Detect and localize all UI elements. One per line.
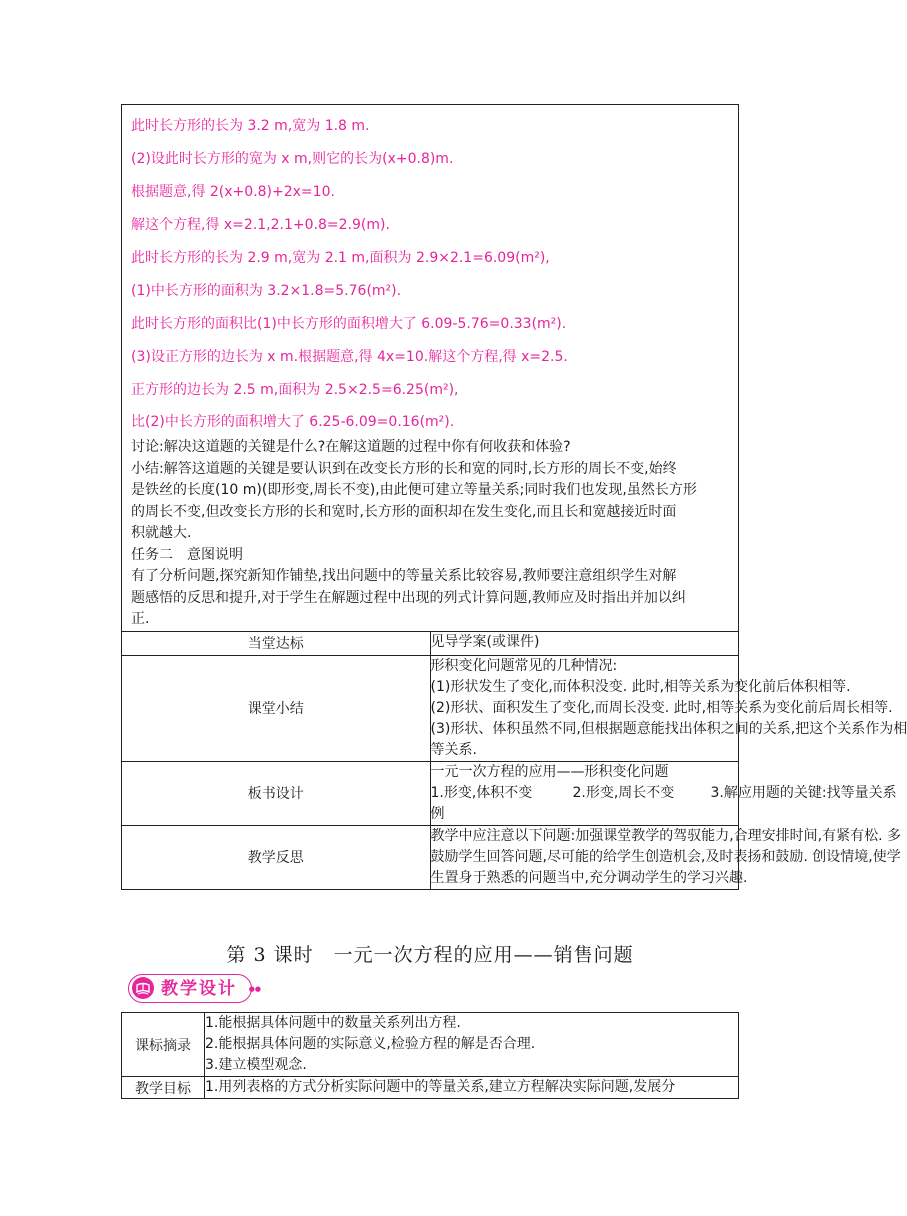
board-items	[430, 783, 897, 804]
row-content	[205, 1077, 739, 1099]
board-item: 3.解应用题的关键:找等量关系	[710, 784, 897, 801]
summary-line: 积就越大.	[131, 525, 192, 541]
lesson-table-1	[121, 104, 907, 890]
row-line: 教学中应注意以下问题:加强课堂教学的驾驭能力,合理安排时间,有紧有松. 多	[430, 827, 902, 844]
task2-line: 正.	[131, 611, 150, 627]
board-title: 一元一次方程的应用——形积变化问题	[430, 763, 669, 780]
row-line: 1.用列表格的方式分析实际问题中的等量关系,建立方程解决实际问题,发展分	[205, 1079, 676, 1095]
row-line: 见导学案(或课件)	[430, 633, 540, 650]
row-label: 板书设计	[122, 761, 431, 825]
row-content	[430, 825, 902, 889]
summary-line: 的周长不变,但改变长方形的长和宽时,长方形的面积却在发生变化,而且长和宽越接近时面	[131, 503, 677, 520]
board-item: 1.形变,体积不变	[430, 784, 533, 801]
row-label: 课标摘录	[122, 1013, 205, 1077]
solution-line: 解这个方程,得 x=2.1,2.1+0.8=2.9(m).	[131, 217, 390, 233]
discussion-text: 讨论:解决这道题的关键是什么?在解这道题的过程中你有何收获和体验?	[131, 439, 571, 455]
solution-line: 根据题意,得 2(x+0.8)+2x=10.	[131, 184, 335, 200]
solution-line: 此时长方形的面积比(1)中长方形的面积增大了 6.09-5.76=0.33(m²).	[131, 316, 567, 332]
board-tail: 例	[430, 805, 445, 822]
solution-line: (3)设正方形的边长为 x m.根据题意,得 4x=10.解这个方程,得 x=2.5.	[131, 349, 568, 365]
summary-line: 小结:解答这道题的关键是要认识到在改变长方形的长和宽的同时,长方形的周长不变,始终	[131, 460, 677, 477]
row-content	[430, 655, 907, 761]
row-line: 等关系.	[430, 741, 477, 758]
row-line: (3)形状、体积虽然不同,但根据题意能找出体积之间的关系,把这个关系作为相	[430, 720, 907, 737]
row-line: (2)形状、面积发生了变化,而周长没变. 此时,相等关系为变化前后周长相等.	[430, 699, 893, 716]
solution-line: 正方形的边长为 2.5 m,面积为 2.5×2.5=6.25(m²),	[131, 382, 459, 398]
row-line: 3.建立模型观念.	[205, 1057, 307, 1073]
row-label: 教学目标	[122, 1077, 205, 1099]
row-line: 生置身于熟悉的问题当中,充分调动学生的学习兴趣.	[430, 869, 748, 886]
row-label: 课堂小结	[122, 655, 431, 761]
lesson-table-2	[121, 1012, 739, 1099]
row-content	[430, 631, 739, 655]
solution-line: 此时长方形的长为 3.2 m,宽为 1.8 m.	[131, 118, 370, 134]
section-title: 第 3 课时 一元一次方程的应用——销售问题	[226, 944, 634, 966]
book-icon	[132, 977, 154, 999]
task2-line: 有了分析问题,探究新知作铺垫,找出问题中的等量关系比较容易,教师要注意组织学生对解	[131, 568, 677, 584]
row-label: 当堂达标	[122, 631, 431, 655]
row-content	[430, 761, 897, 825]
solution-line: 此时长方形的长为 2.9 m,宽为 2.1 m,面积为 2.9×2.1=6.09(m²),	[131, 250, 550, 266]
badge-dots: ●●	[248, 985, 261, 993]
row-line: 2.能根据具体问题的实际意义,检验方程的解是否合理.	[205, 1036, 536, 1052]
board-item: 2.形变,周长不变	[572, 784, 675, 801]
row-content	[205, 1013, 739, 1077]
solution-line: (2)设此时长方形的宽为 x m,则它的长为(x+0.8)m.	[131, 151, 454, 167]
row-line: 鼓励学生回答问题,尽可能的给学生创造机会,及时表扬和鼓励. 创设情境,使学	[430, 848, 901, 865]
summary-line: 是铁丝的长度(10 m)(即形变,周长不变),由此便可建立等量关系;同时我们也发现,虽然长方形	[131, 482, 697, 498]
solution-line: (1)中长方形的面积为 3.2×1.8=5.76(m²).	[131, 283, 402, 299]
row-label: 教学反思	[122, 825, 431, 889]
task2-line: 题感悟的反思和提升,对于学生在解题过程中出现的列式计算问题,教师应及时指出并加以纠	[131, 589, 686, 606]
teaching-design-badge	[128, 974, 261, 1003]
badge-label: 教学设计	[161, 979, 237, 999]
row-line: 1.能根据具体问题中的数量关系列出方程.	[205, 1015, 461, 1031]
task2-heading: 任务二 意图说明	[131, 546, 243, 563]
row-line: (1)形状发生了变化,而体积没变. 此时,相等关系为变化前后体积相等.	[430, 678, 851, 695]
row-line: 形积变化问题常见的几种情况:	[430, 657, 618, 674]
solution-cell	[122, 105, 739, 632]
solution-line: 比(2)中长方形的面积增大了 6.25-6.09=0.16(m²).	[131, 414, 455, 430]
